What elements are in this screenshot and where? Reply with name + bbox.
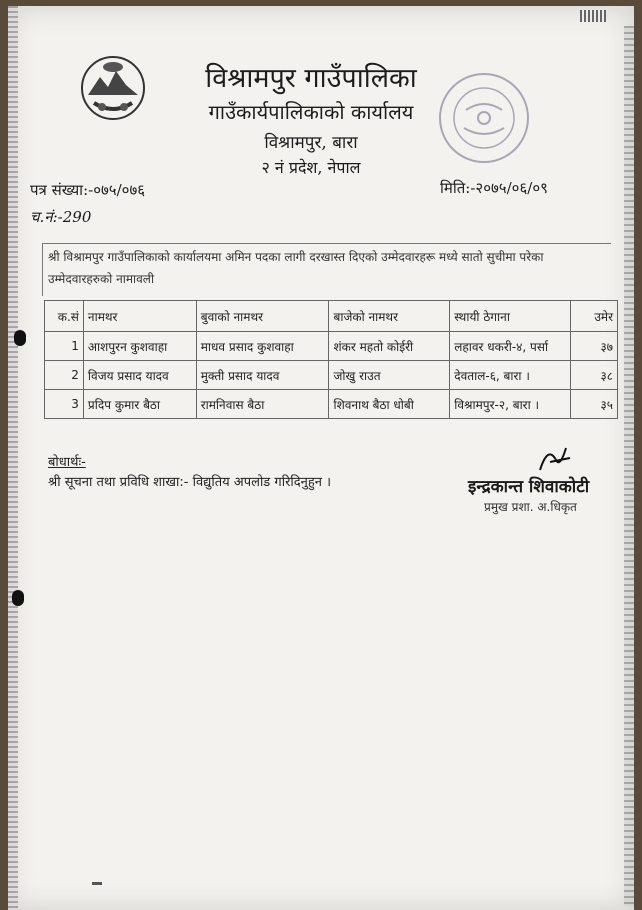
cell-age: ३५	[571, 390, 618, 419]
office-name: विश्रामपुर गाउँपालिका	[205, 63, 417, 94]
cell-father: मुक्ती प्रसाद यादव	[196, 361, 329, 390]
col-address: स्थायी ठेगाना	[450, 301, 571, 332]
staple-mark	[580, 10, 606, 22]
cc-line: श्री सूचना तथा प्रविधि शाखा:- विद्युतिय अपलोड गरिदिनुहुन ।	[48, 475, 332, 490]
cell-address: लहावर धकरी-४, पर्सा	[450, 332, 571, 361]
col-father: बुवाको नामथर	[196, 301, 329, 332]
office-address: विश्रामपुर, बारा	[264, 133, 358, 153]
table-header-row	[45, 301, 618, 332]
cell-address: विश्रामपुर-२, बारा ।	[450, 390, 571, 419]
cell-father: रामनिवास बैठा	[196, 390, 329, 419]
cell-grandfather: शंकर महतो कोईरी	[329, 332, 450, 361]
table-row	[45, 361, 618, 390]
letter-date: मिति:-२०७५/०६/०९	[440, 179, 548, 197]
cell-name: आशपुरन कुशवाहा	[83, 332, 196, 361]
table-row	[45, 390, 618, 419]
candidate-table	[44, 300, 618, 419]
table-row	[45, 332, 618, 361]
cell-father: माधव प्रसाद कुशवाहा	[196, 332, 329, 361]
col-age: उमेर	[571, 301, 618, 332]
cell-sn: 1	[45, 332, 84, 361]
cell-grandfather: शिवनाथ बैठा धोबी	[329, 390, 450, 419]
cc-label: बोधार्थः-	[48, 455, 86, 470]
intro-text: श्री विश्रामपुर गाउँपालिकाको कार्यालयमा अमिन पदका लागी दरखास्त दिएको उम्मेदवारहरू मध्ये सातो सुचीमा परेका उम्मेदवारहरुको नामावली	[48, 250, 544, 286]
cell-sn: 2	[45, 361, 84, 390]
cell-name: प्रदिप कुमार बैठा	[83, 390, 196, 419]
col-grandfather: बाजेको नामथर	[329, 301, 450, 332]
cell-name: विजय प्रसाद यादव	[83, 361, 196, 390]
punch-hole	[14, 330, 26, 346]
col-sn: क.सं	[45, 301, 84, 332]
punch-hole	[12, 590, 24, 606]
dispatch-number: च.नं:-290	[30, 208, 92, 226]
province-line: २ नं प्रदेश, नेपाल	[261, 158, 361, 177]
cell-grandfather: जोखु राउत	[329, 361, 450, 390]
signer-name: इन्द्रकान्त शिवाकोटी	[468, 477, 590, 497]
cell-sn: 3	[45, 390, 84, 419]
signer-title: प्रमुख प्रशा. अ.धिकृत	[484, 500, 577, 514]
office-subtitle: गाउँकार्यपालिकाको कार्यालय	[208, 100, 414, 124]
cell-age: ३७	[571, 332, 618, 361]
letter-number: पत्र संख्या:-०७५/०७६	[30, 181, 146, 199]
scan-speck	[92, 882, 102, 885]
cell-address: देवताल-६, बारा ।	[450, 361, 571, 390]
col-name: नामथर	[83, 301, 196, 332]
cell-age: ३८	[571, 361, 618, 390]
